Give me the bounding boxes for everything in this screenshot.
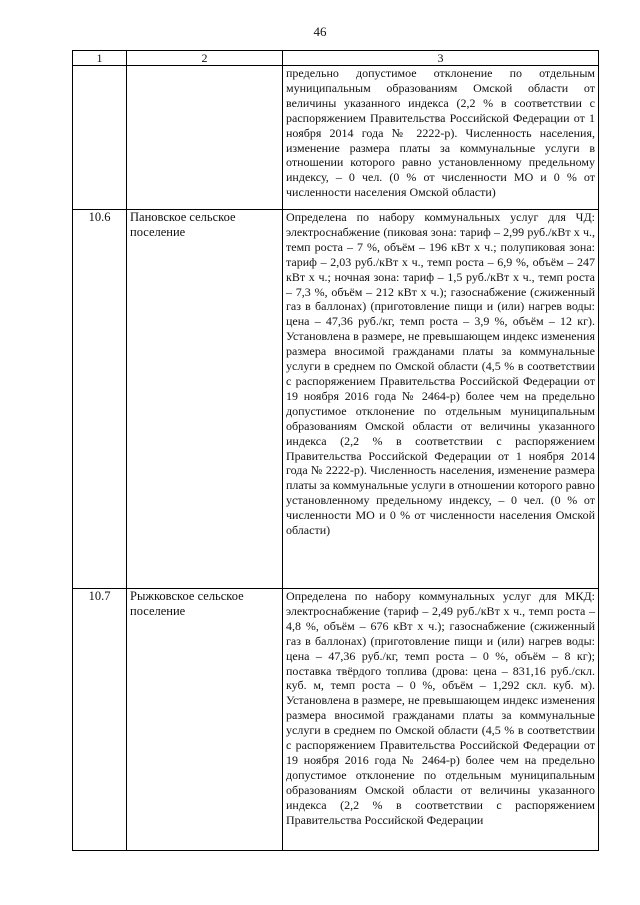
table-row [73,589,599,851]
row-description: предельно допустимое отклонение по отдельным муниципальным образованиям Омской области от величины указанного индекса (2,2 % в соответствии с распоряжением Правительства Российской Федерации от 1 ноября 2014 года № 2222-р). Численность населения, изменение размера платы за коммунальные услуги в отношении которого равно установленному предельному индексу, – 0 чел. (0 % от численности МО и 0 % от численности населения Омской области) [283,66,599,210]
table-header-row [73,51,599,66]
row-description: Определена по набору коммунальных услуг для ЧД: электроснабжение (пиковая зона: тариф – 2,99 руб./кВт х ч., темп роста – 7 %, объём – 196 кВт х ч.; полупиковая зона: тариф – 2,03 руб./кВт х ч., темп роста – 6,9 %, объём – 247 кВт х ч.; ночная зона: тариф – 1,5 руб./кВт х ч., темп роста – 7,3 %, объём – 212 кВт х ч.); газоснабжение (сжиженный газ в баллонах) (приготовление пищи и (или) нагрев воды: цена – 47,36 руб./кг, темп роста – 3,9 %, объём – 12 кг). Установлена в размере, не превышающем индекс изменения размера вносимой гражданами платы за коммунальные услуги в среднем по Омской области (4,5 % в соответствии с распоряжением Правительства Российской Федерации от 19 ноября 2016 года № 2464-р) более чем на предельно допустимое отклонение по отдельным муниципальным образованиям Омской области от величины указанного индекса (2,2 % в соответствии с распоряжением Правительства Российской Федерации от 1 ноября 2014 года № 2222-р). Численность населения, изменение размера платы за коммунальные услуги в отношении которого равно установленному предельному индексу, – 0 чел. (0 % от численности МО и 0 % от численности населения Омской области) [283,210,599,589]
page-number: 46 [313,24,327,39]
row-municipality-name: Рыжковское сельское поселение [127,589,283,851]
row-municipality-name [127,66,283,210]
row-number [73,66,127,210]
table-row [73,210,599,589]
column-header-name: 2 [127,51,283,66]
data-table [72,50,599,851]
row-description: Определена по набору коммунальных услуг для МКД: электроснабжение (тариф – 2,49 руб./кВт х ч., темп роста – 4,8 %, объём – 676 кВт х ч.); газоснабжение (сжиженный газ в баллонах) (приготовление пищи и (или) нагрев воды: цена – 47,36 руб./кг, темп роста – 0 %, объём – 8 кг); поставка твёрдого топлива (дрова: цена – 831,16 руб./скл. куб. м, темп роста – 0 %, объём – 1,292 скл. куб. м). Установлена в размере, не превышающем индекс изменения размера вносимой гражданами платы за коммунальные услуги в среднем по Омской области (4,5 % в соответствии с распоряжением Правительства Российской Федерации от 19 ноября 2016 года № 2464-р) более чем на предельно допустимое отклонение по отдельным муниципальным образованиям Омской области от величины указанного индекса (2,2 % в соответствии с распоряжением Правительства Российской Федерации [283,589,599,851]
column-header-number: 1 [73,51,127,66]
table-row [73,66,599,210]
column-header-description: 3 [283,51,599,66]
row-number: 10.6 [73,210,127,589]
row-municipality-name: Пановское сельское поселение [127,210,283,589]
row-number: 10.7 [73,589,127,851]
